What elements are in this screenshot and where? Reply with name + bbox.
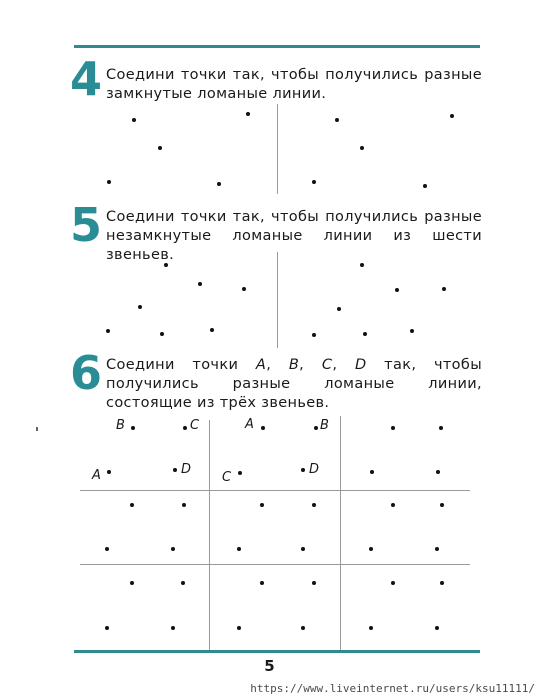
- grid-horizontal-line: [80, 490, 470, 491]
- dot: [138, 305, 142, 309]
- dot: [435, 547, 439, 551]
- dot: [237, 547, 241, 551]
- dot: [164, 263, 168, 267]
- dot: [440, 503, 444, 507]
- dot: [160, 332, 164, 336]
- point-label-c: C: [222, 470, 232, 485]
- point-label-a: A: [92, 468, 101, 483]
- dot: [335, 118, 339, 122]
- dot: [260, 503, 264, 507]
- dot: [369, 547, 373, 551]
- dot: [181, 581, 185, 585]
- dot: [370, 470, 374, 474]
- task-6-number: 6: [70, 346, 103, 400]
- dot: [450, 114, 454, 118]
- dot: [423, 184, 427, 188]
- dot: [130, 581, 134, 585]
- dot: [439, 426, 443, 430]
- dot: [171, 547, 175, 551]
- dot: [242, 287, 246, 291]
- task-4-text: Соедини точки так, чтобы получились разные замкнутые ломаные линии.: [106, 67, 482, 102]
- dot: [436, 470, 440, 474]
- dot: [198, 282, 202, 286]
- dot: [435, 626, 439, 630]
- dot: [171, 626, 175, 630]
- dot: [369, 626, 373, 630]
- dot: [301, 626, 305, 630]
- dot: [132, 118, 136, 122]
- point-c: [183, 426, 187, 430]
- point-d: [173, 468, 177, 472]
- dot: [301, 547, 305, 551]
- dot: [391, 503, 395, 507]
- point-label-c: C: [190, 418, 200, 433]
- dot: [105, 547, 109, 551]
- dot: [442, 287, 446, 291]
- dot: [440, 581, 444, 585]
- dot: [312, 333, 316, 337]
- dot: [360, 263, 364, 267]
- watermark-url: https://www.liveinternet.ru/users/ksu11111/: [250, 682, 535, 695]
- bottom-rule: [74, 650, 480, 653]
- dot: [312, 180, 316, 184]
- dot: [158, 146, 162, 150]
- dot: [360, 146, 364, 150]
- dot: [107, 180, 111, 184]
- print-speck: [36, 427, 38, 431]
- point-a: [107, 470, 111, 474]
- task-6-text: Соедини точки A, B, C, D так, чтобы получились разные ломаные линии, состоящие из трёх звеньев.: [106, 357, 482, 411]
- page-number: 5: [264, 657, 275, 675]
- point-label-d: D: [181, 462, 192, 477]
- dot: [246, 112, 250, 116]
- point-label-b: B: [320, 418, 329, 433]
- task-4-divider: [277, 104, 278, 194]
- point-d: [301, 468, 305, 472]
- dot: [105, 626, 109, 630]
- point-label-d: D: [309, 462, 320, 477]
- dot: [312, 581, 316, 585]
- dot: [312, 503, 316, 507]
- dot: [391, 426, 395, 430]
- grid-vertical-line: [340, 416, 341, 652]
- dot: [106, 329, 110, 333]
- task-5-divider: [277, 252, 278, 348]
- task-5-number: 5: [70, 198, 103, 252]
- dot: [391, 581, 395, 585]
- top-rule: [74, 45, 480, 48]
- dot: [363, 332, 367, 336]
- point-c: [238, 471, 242, 475]
- dot: [395, 288, 399, 292]
- dot: [237, 626, 241, 630]
- dot: [182, 503, 186, 507]
- dot: [337, 307, 341, 311]
- grid-horizontal-line: [80, 564, 470, 565]
- dot: [410, 329, 414, 333]
- task-4-number: 4: [70, 52, 103, 106]
- task-5-text: Соедини точки так, чтобы получились разные незамкнутые ломаные линии из шести звеньев.: [106, 209, 482, 263]
- point-a: [261, 426, 265, 430]
- dot: [217, 182, 221, 186]
- point-label-b: B: [116, 418, 125, 433]
- dot: [210, 328, 214, 332]
- dot: [130, 503, 134, 507]
- point-b: [314, 426, 318, 430]
- grid-vertical-line: [209, 420, 210, 652]
- point-label-a: A: [245, 417, 254, 432]
- point-b: [131, 426, 135, 430]
- dot: [260, 581, 264, 585]
